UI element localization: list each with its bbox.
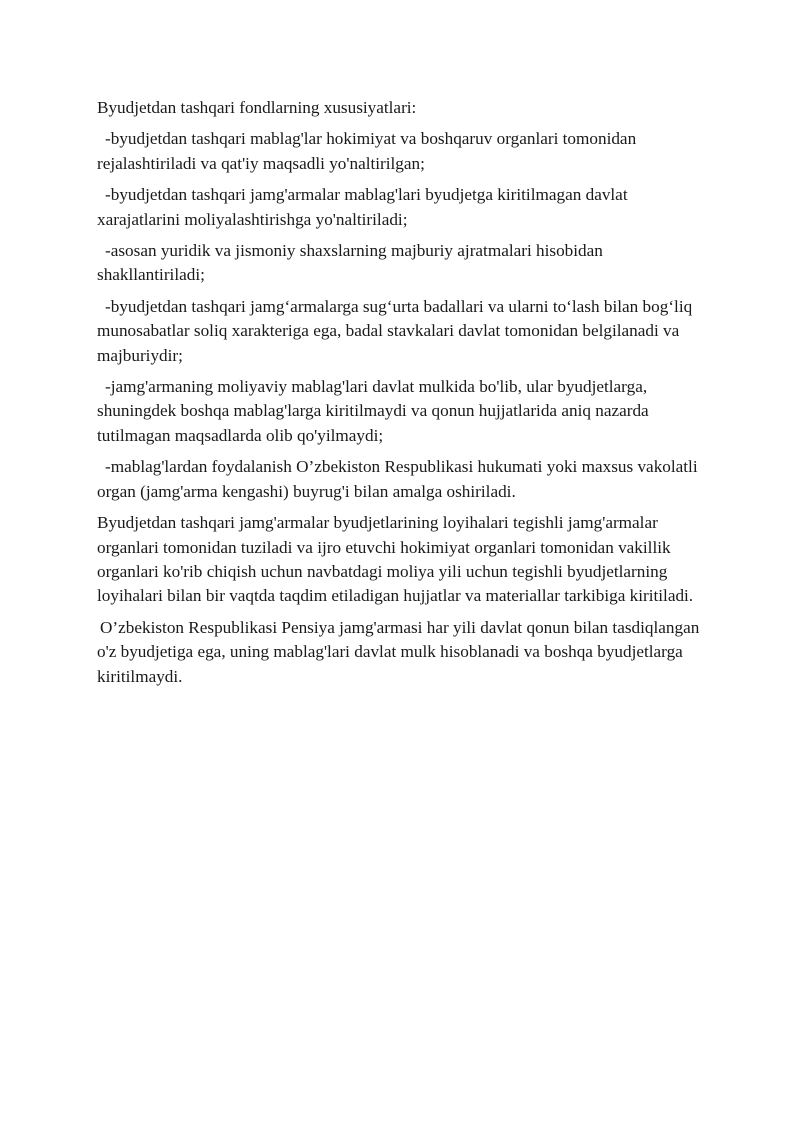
paragraph-pension: O’zbekiston Respublikasi Pensiya jamg'armasi har yili davlat qonun bilan tasdiqlangan o'z byudjetiga ega, uning mablag'lari davlat mulk hisoblanadi va boshqa byudjetlarga kiritilmaydi. xyxy=(97,617,700,686)
list-item: -mablag'lardan foydalanish O’zbekiston Respublikasi hukumati yoki maxsus vakolatli organ (jamg'arma kengashi) buyrug'i bilan amalga oshiriladi. xyxy=(97,457,698,501)
list-item: -asosan yuridik va jismoniy shaxslarning majburiy ajratmalari hisobidan shakllantiriladi; xyxy=(97,241,603,285)
section-heading: Byudjetdan tashqari fondlarning xususiyatlari: xyxy=(97,98,417,117)
document-body xyxy=(97,96,709,696)
list-item: -byudjetdan tashqari jamg‘armalarga sug‘urta badallari va ularni to‘lash bilan bog‘liq munosabatlar soliq xarakteriga ega, badal stavkalari davlat tomonidan belgilanadi va majburiydir; xyxy=(97,296,693,365)
paragraph-budgets: Byudjetdan tashqari jamg'armalar byudjetlarining loyihalari tegishli jamg'armalar organlari tomonidan tuziladi va ijro etuvchi hokimiyat organlari tomonidan vakillik organlari ko'rib chiqish uchun navbatdagi moliya yili uchun tegishli byudjetlarning loyihalari bilan bir vaqtda taqdim etiladigan hujjatlar va materiallar tarkibiga kiritiladi. xyxy=(97,513,694,606)
list-item: -byudjetdan tashqari mablag'lar hokimiyat va boshqaruv organlari tomonidan rejalashtiriladi va qat'iy maqsadli yo'naltirilgan; xyxy=(97,129,637,173)
list-item: -jamg'armaning moliyaviy mablag'lari davlat mulkida bo'lib, ular byudjetlarga, shuningdek boshqa mablag'larga kiritilmaydi va qonun hujjatlarida aniq nazarda tutilmagan maqsadlarda olib qo'yilmaydi; xyxy=(97,377,649,445)
list-item: -byudjetdan tashqari jamg'armalar mablag'lari byudjetga kiritilmagan davlat xarajatlarini moliyalashtirishga yo'naltiriladi; xyxy=(97,185,628,229)
